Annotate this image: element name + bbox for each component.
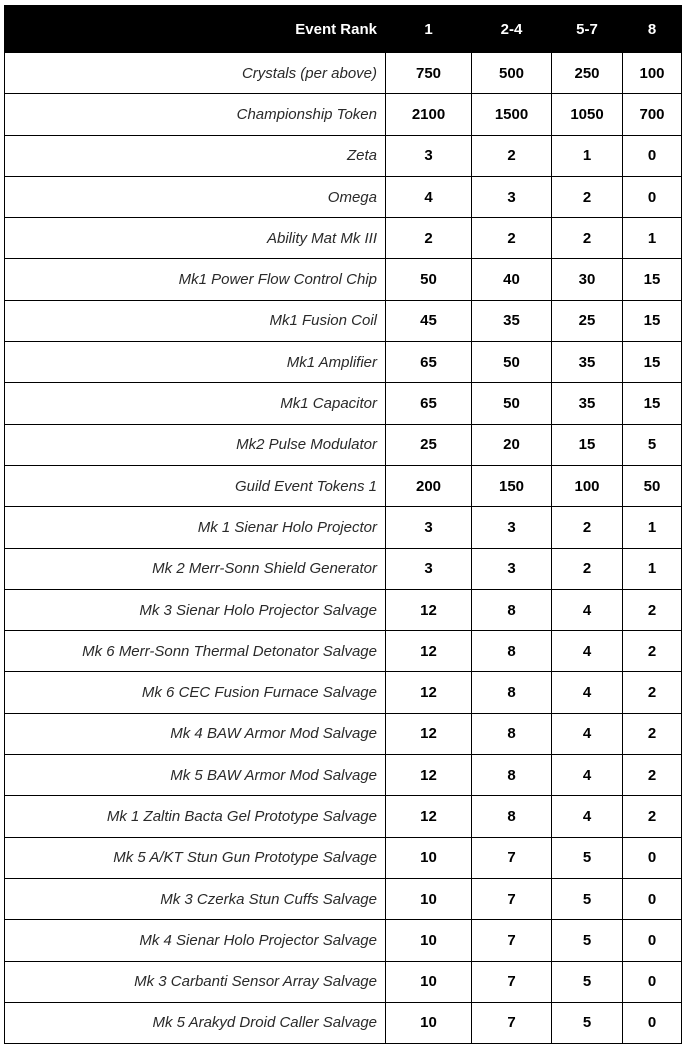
reward-value-rank-8: 2 [623, 755, 682, 796]
reward-value-rank-2-4: 7 [472, 961, 552, 1002]
header-event-rank: Event Rank [5, 6, 386, 53]
reward-value-rank-1: 10 [386, 920, 472, 961]
reward-value-rank-8: 0 [623, 920, 682, 961]
reward-value-rank-1: 10 [386, 878, 472, 919]
reward-value-rank-8: 0 [623, 837, 682, 878]
table-row [5, 424, 682, 465]
reward-value-rank-1: 3 [386, 135, 472, 176]
reward-value-rank-8: 0 [623, 878, 682, 919]
reward-value-rank-2-4: 2 [472, 135, 552, 176]
reward-value-rank-5-7: 4 [552, 713, 623, 754]
reward-value-rank-1: 3 [386, 548, 472, 589]
reward-value-rank-5-7: 2 [552, 176, 623, 217]
reward-value-rank-8: 2 [623, 713, 682, 754]
reward-value-rank-5-7: 4 [552, 631, 623, 672]
reward-value-rank-2-4: 50 [472, 383, 552, 424]
table-row [5, 53, 682, 94]
reward-name-cell: Omega [5, 176, 386, 217]
reward-value-rank-2-4: 8 [472, 796, 552, 837]
reward-value-rank-2-4: 7 [472, 837, 552, 878]
reward-value-rank-5-7: 5 [552, 1002, 623, 1043]
reward-value-rank-5-7: 5 [552, 920, 623, 961]
reward-value-rank-2-4: 8 [472, 589, 552, 630]
reward-value-rank-8: 2 [623, 589, 682, 630]
reward-value-rank-2-4: 7 [472, 878, 552, 919]
table-row [5, 920, 682, 961]
reward-value-rank-5-7: 5 [552, 961, 623, 1002]
table-row [5, 342, 682, 383]
reward-value-rank-5-7: 5 [552, 878, 623, 919]
reward-value-rank-1: 12 [386, 589, 472, 630]
reward-value-rank-2-4: 7 [472, 920, 552, 961]
reward-name-cell: Ability Mat Mk III [5, 218, 386, 259]
reward-value-rank-5-7: 250 [552, 53, 623, 94]
table-row [5, 507, 682, 548]
reward-value-rank-2-4: 8 [472, 672, 552, 713]
table-row [5, 672, 682, 713]
reward-value-rank-2-4: 3 [472, 176, 552, 217]
reward-name-cell: Mk 6 Merr-Sonn Thermal Detonator Salvage [5, 631, 386, 672]
reward-value-rank-2-4: 7 [472, 1002, 552, 1043]
reward-value-rank-1: 2 [386, 218, 472, 259]
reward-value-rank-2-4: 3 [472, 507, 552, 548]
reward-name-cell: Mk 3 Carbanti Sensor Array Salvage [5, 961, 386, 1002]
reward-value-rank-5-7: 1050 [552, 94, 623, 135]
header-rank-2-4: 2-4 [472, 6, 552, 53]
reward-value-rank-5-7: 35 [552, 383, 623, 424]
reward-value-rank-5-7: 5 [552, 837, 623, 878]
reward-value-rank-1: 4 [386, 176, 472, 217]
reward-name-cell: Crystals (per above) [5, 53, 386, 94]
reward-value-rank-5-7: 25 [552, 300, 623, 341]
reward-name-cell: Zeta [5, 135, 386, 176]
table-row [5, 755, 682, 796]
table-row [5, 796, 682, 837]
reward-value-rank-8: 1 [623, 548, 682, 589]
reward-name-cell: Mk 1 Sienar Holo Projector [5, 507, 386, 548]
reward-name-cell: Mk 1 Zaltin Bacta Gel Prototype Salvage [5, 796, 386, 837]
reward-value-rank-8: 0 [623, 176, 682, 217]
reward-value-rank-1: 12 [386, 713, 472, 754]
reward-value-rank-5-7: 2 [552, 218, 623, 259]
header-row [5, 6, 682, 53]
table-row [5, 218, 682, 259]
reward-value-rank-5-7: 4 [552, 796, 623, 837]
reward-name-cell: Mk 3 Sienar Holo Projector Salvage [5, 589, 386, 630]
reward-value-rank-2-4: 8 [472, 755, 552, 796]
reward-name-cell: Mk1 Power Flow Control Chip [5, 259, 386, 300]
table-row [5, 713, 682, 754]
reward-name-cell: Mk2 Pulse Modulator [5, 424, 386, 465]
reward-value-rank-5-7: 1 [552, 135, 623, 176]
reward-value-rank-1: 65 [386, 342, 472, 383]
reward-name-cell: Championship Token [5, 94, 386, 135]
reward-value-rank-2-4: 150 [472, 465, 552, 506]
reward-value-rank-8: 2 [623, 796, 682, 837]
reward-value-rank-2-4: 40 [472, 259, 552, 300]
rewards-table [4, 5, 682, 1044]
reward-value-rank-8: 15 [623, 259, 682, 300]
reward-name-cell: Mk1 Fusion Coil [5, 300, 386, 341]
reward-value-rank-1: 10 [386, 837, 472, 878]
reward-value-rank-2-4: 8 [472, 631, 552, 672]
table-row [5, 94, 682, 135]
reward-name-cell: Mk 4 BAW Armor Mod Salvage [5, 713, 386, 754]
reward-value-rank-2-4: 50 [472, 342, 552, 383]
reward-value-rank-1: 3 [386, 507, 472, 548]
reward-value-rank-5-7: 35 [552, 342, 623, 383]
header-rank-1: 1 [386, 6, 472, 53]
reward-value-rank-2-4: 1500 [472, 94, 552, 135]
reward-value-rank-8: 2 [623, 631, 682, 672]
reward-value-rank-8: 5 [623, 424, 682, 465]
reward-value-rank-8: 50 [623, 465, 682, 506]
reward-value-rank-8: 0 [623, 1002, 682, 1043]
reward-value-rank-5-7: 4 [552, 672, 623, 713]
reward-name-cell: Mk1 Capacitor [5, 383, 386, 424]
reward-value-rank-1: 12 [386, 672, 472, 713]
header-rank-5-7: 5-7 [552, 6, 623, 53]
reward-value-rank-2-4: 8 [472, 713, 552, 754]
reward-name-cell: Mk 3 Czerka Stun Cuffs Salvage [5, 878, 386, 919]
reward-value-rank-5-7: 30 [552, 259, 623, 300]
reward-value-rank-8: 15 [623, 342, 682, 383]
reward-value-rank-1: 10 [386, 961, 472, 1002]
reward-value-rank-1: 25 [386, 424, 472, 465]
reward-value-rank-2-4: 20 [472, 424, 552, 465]
reward-value-rank-1: 200 [386, 465, 472, 506]
reward-value-rank-1: 12 [386, 755, 472, 796]
reward-value-rank-5-7: 2 [552, 548, 623, 589]
table-row [5, 1002, 682, 1043]
reward-value-rank-5-7: 2 [552, 507, 623, 548]
reward-value-rank-8: 2 [623, 672, 682, 713]
reward-value-rank-8: 15 [623, 383, 682, 424]
table-row [5, 961, 682, 1002]
reward-name-cell: Mk 5 Arakyd Droid Caller Salvage [5, 1002, 386, 1043]
table-row [5, 300, 682, 341]
reward-name-cell: Guild Event Tokens 1 [5, 465, 386, 506]
reward-value-rank-2-4: 2 [472, 218, 552, 259]
reward-value-rank-1: 50 [386, 259, 472, 300]
reward-name-cell: Mk 5 A/KT Stun Gun Prototype Salvage [5, 837, 386, 878]
table-row [5, 176, 682, 217]
reward-value-rank-1: 750 [386, 53, 472, 94]
reward-value-rank-8: 100 [623, 53, 682, 94]
table-row [5, 259, 682, 300]
reward-value-rank-1: 10 [386, 1002, 472, 1043]
reward-value-rank-8: 1 [623, 218, 682, 259]
reward-value-rank-2-4: 3 [472, 548, 552, 589]
table-row [5, 135, 682, 176]
table-row [5, 548, 682, 589]
table-row [5, 465, 682, 506]
reward-value-rank-2-4: 35 [472, 300, 552, 341]
reward-value-rank-1: 12 [386, 796, 472, 837]
table-body [5, 53, 682, 1044]
reward-name-cell: Mk 4 Sienar Holo Projector Salvage [5, 920, 386, 961]
reward-name-cell: Mk1 Amplifier [5, 342, 386, 383]
table-row [5, 631, 682, 672]
reward-value-rank-8: 1 [623, 507, 682, 548]
table-row [5, 383, 682, 424]
reward-name-cell: Mk 5 BAW Armor Mod Salvage [5, 755, 386, 796]
reward-name-cell: Mk 2 Merr-Sonn Shield Generator [5, 548, 386, 589]
reward-value-rank-5-7: 4 [552, 755, 623, 796]
reward-value-rank-8: 0 [623, 961, 682, 1002]
reward-value-rank-1: 45 [386, 300, 472, 341]
table-header [5, 6, 682, 53]
reward-value-rank-8: 700 [623, 94, 682, 135]
header-rank-8: 8 [623, 6, 682, 53]
table-row [5, 589, 682, 630]
reward-value-rank-8: 0 [623, 135, 682, 176]
reward-value-rank-1: 2100 [386, 94, 472, 135]
reward-value-rank-5-7: 15 [552, 424, 623, 465]
reward-value-rank-5-7: 4 [552, 589, 623, 630]
table-row [5, 837, 682, 878]
reward-value-rank-8: 15 [623, 300, 682, 341]
reward-value-rank-1: 65 [386, 383, 472, 424]
reward-name-cell: Mk 6 CEC Fusion Furnace Salvage [5, 672, 386, 713]
reward-value-rank-1: 12 [386, 631, 472, 672]
reward-value-rank-5-7: 100 [552, 465, 623, 506]
reward-value-rank-2-4: 500 [472, 53, 552, 94]
table-row [5, 878, 682, 919]
